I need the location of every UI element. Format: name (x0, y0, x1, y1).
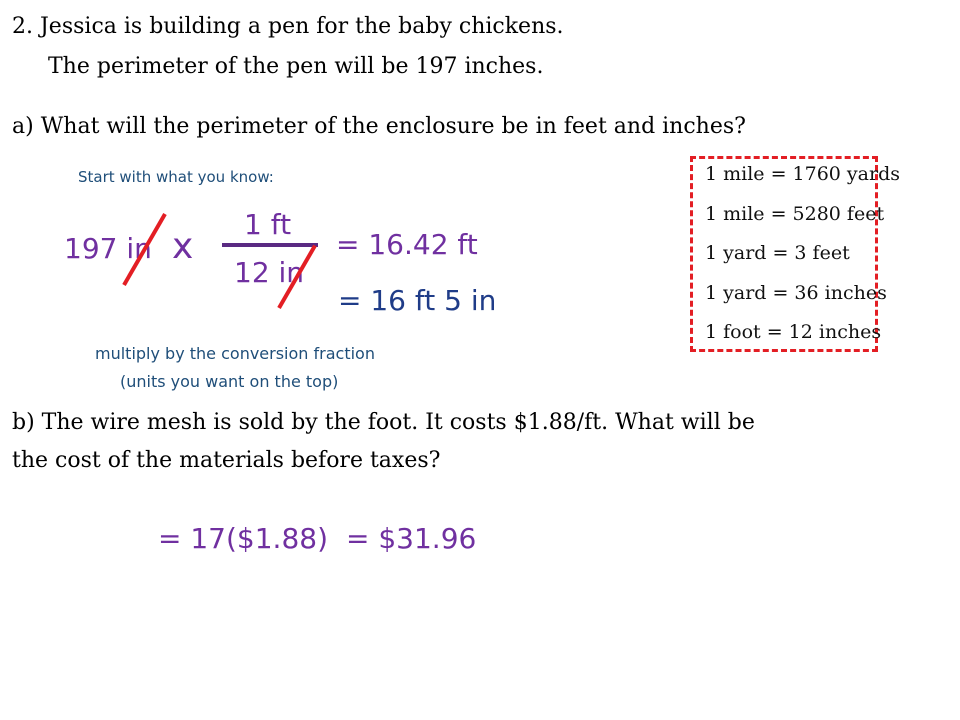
result-feet-inches: = 16 ft 5 in (338, 284, 497, 317)
conversion-row: 1 mile = 1760 yards (705, 163, 900, 185)
cost-expression: = 17($1.88) (158, 522, 328, 555)
part-b-line-2: the cost of the materials before taxes? (12, 448, 441, 473)
cost-answer: = $31.96 (346, 522, 477, 555)
fraction-numerator: 1 ft (244, 208, 292, 241)
problem-line-1: 2. Jessica is building a pen for the baby chickens. (12, 14, 564, 39)
fraction-denominator: 12 in (234, 256, 305, 289)
part-b-line-1: b) The wire mesh is sold by the foot. It costs $1.88/ft. What will be (12, 410, 755, 435)
fraction-bar (222, 243, 318, 247)
times-sign: x (172, 226, 194, 267)
conversion-note-line-2: (units you want on the top) (120, 372, 339, 391)
conversion-table (690, 156, 900, 352)
conversion-note-line-1: multiply by the conversion fraction (95, 344, 375, 363)
conversion-row: 1 yard = 3 feet (705, 242, 850, 264)
given-value: 197 in (64, 232, 152, 265)
result-decimal: = 16.42 ft (336, 228, 478, 261)
problem-line-2: The perimeter of the pen will be 197 inches. (48, 54, 544, 79)
conversion-row: 1 mile = 5280 feet (705, 203, 885, 225)
conversion-row: 1 yard = 36 inches (705, 282, 887, 304)
start-hint: Start with what you know: (78, 168, 274, 186)
part-a-question: a) What will the perimeter of the enclosure be in feet and inches? (12, 114, 746, 139)
conversion-row: 1 foot = 12 inches (705, 321, 882, 343)
